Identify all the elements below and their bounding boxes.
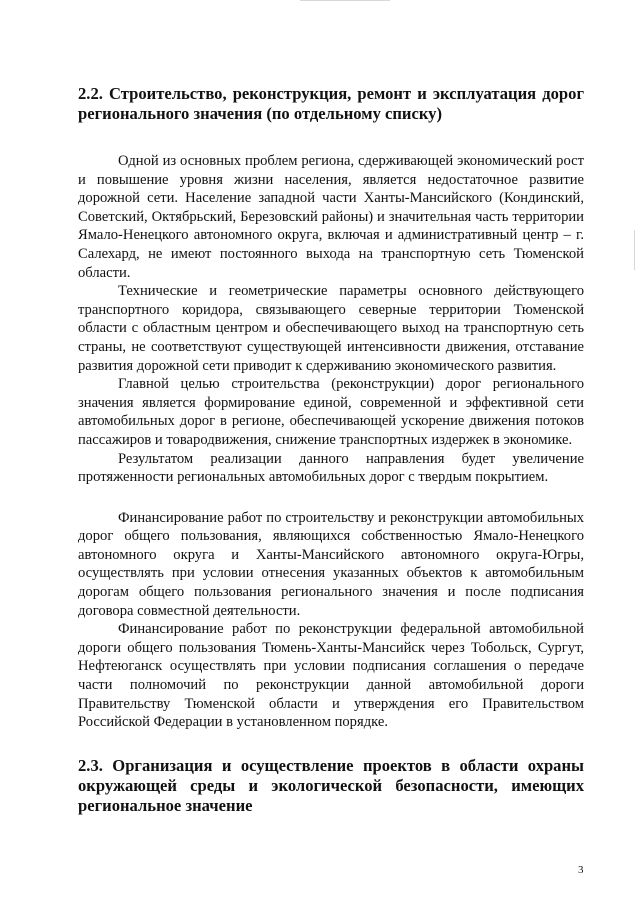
document-page xyxy=(78,84,584,816)
page-number: 3 xyxy=(578,864,584,876)
paragraph: Главной целью строительства (реконструкции) дорог регионального значения является формирование единой, современной и эффективной сети автомобильных дорог в регионе, обеспечивающей ускорение движения потоков пассажиров и товародвижения, снижение транспортных издержек в экономике. xyxy=(78,376,584,448)
paragraph: Финансирование работ по строительству и реконструкции автомобильных дорог общего пользования, являющихся собственностью Ямало-Ненецкого автономного округа и Ханты-Мансийского автономного округа-Югры, осуществлять при условии отнесения указанных объектов к автомобильным дорогам общего пользования регионального значения и после подписания договора совместной деятельности. xyxy=(78,509,584,619)
paragraph: Технические и геометрические параметры основного действующего транспортного коридора, связывающего северные территории Тюменской области с областным центром и обеспечивающего выход на транспортную сеть страны, не соответствуют существующей интенсивности движения, отставание развития дорожной сети приводит к сдерживанию экономического развития. xyxy=(78,283,584,374)
paragraph: Результатом реализации данного направления будет увеличение протяженности региональных автомобильных дорог с твердым покрытием. xyxy=(78,450,584,486)
scan-edge-mark xyxy=(300,0,390,1)
section-2-3-heading: 2.3. Организация и осуществление проектов в области охраны окружающей среды и экологической безопасности, имеющих региональное значение xyxy=(78,755,584,815)
paragraph: Одной из основных проблем региона, сдерживающей экономический рост и повышение уровня жизни населения, является недостаточное развитие дорожной сети. Население западной части Ханты-Мансийского (Кондинский, Советский, Октябрьский, Березовский районы) и значительная часть территории Ямало-Ненецкого автономного округа, включая и административный центр – г. Салехард, не имеют постоянного выхода на транспортную сеть Тюменской области. xyxy=(78,153,584,281)
scan-edge-mark xyxy=(634,230,635,270)
section-2-2-heading: 2.2. Строительство, реконструкция, ремонт и эксплуатация дорог регионального значения (по отдельному списку) xyxy=(78,84,584,123)
paragraph: Финансирование работ по реконструкции федеральной автомобильной дороги общего пользования Тюмень-Ханты-Мансийск через Тобольск, Сургут, Нефтеюганск осуществлять при условии подписания соглашения о передаче части полномочий по реконструкции данной автомобильной дороги Правительству Тюменской области и утверждения его Правительством Российской Федерации в установленном порядке. xyxy=(78,621,584,731)
